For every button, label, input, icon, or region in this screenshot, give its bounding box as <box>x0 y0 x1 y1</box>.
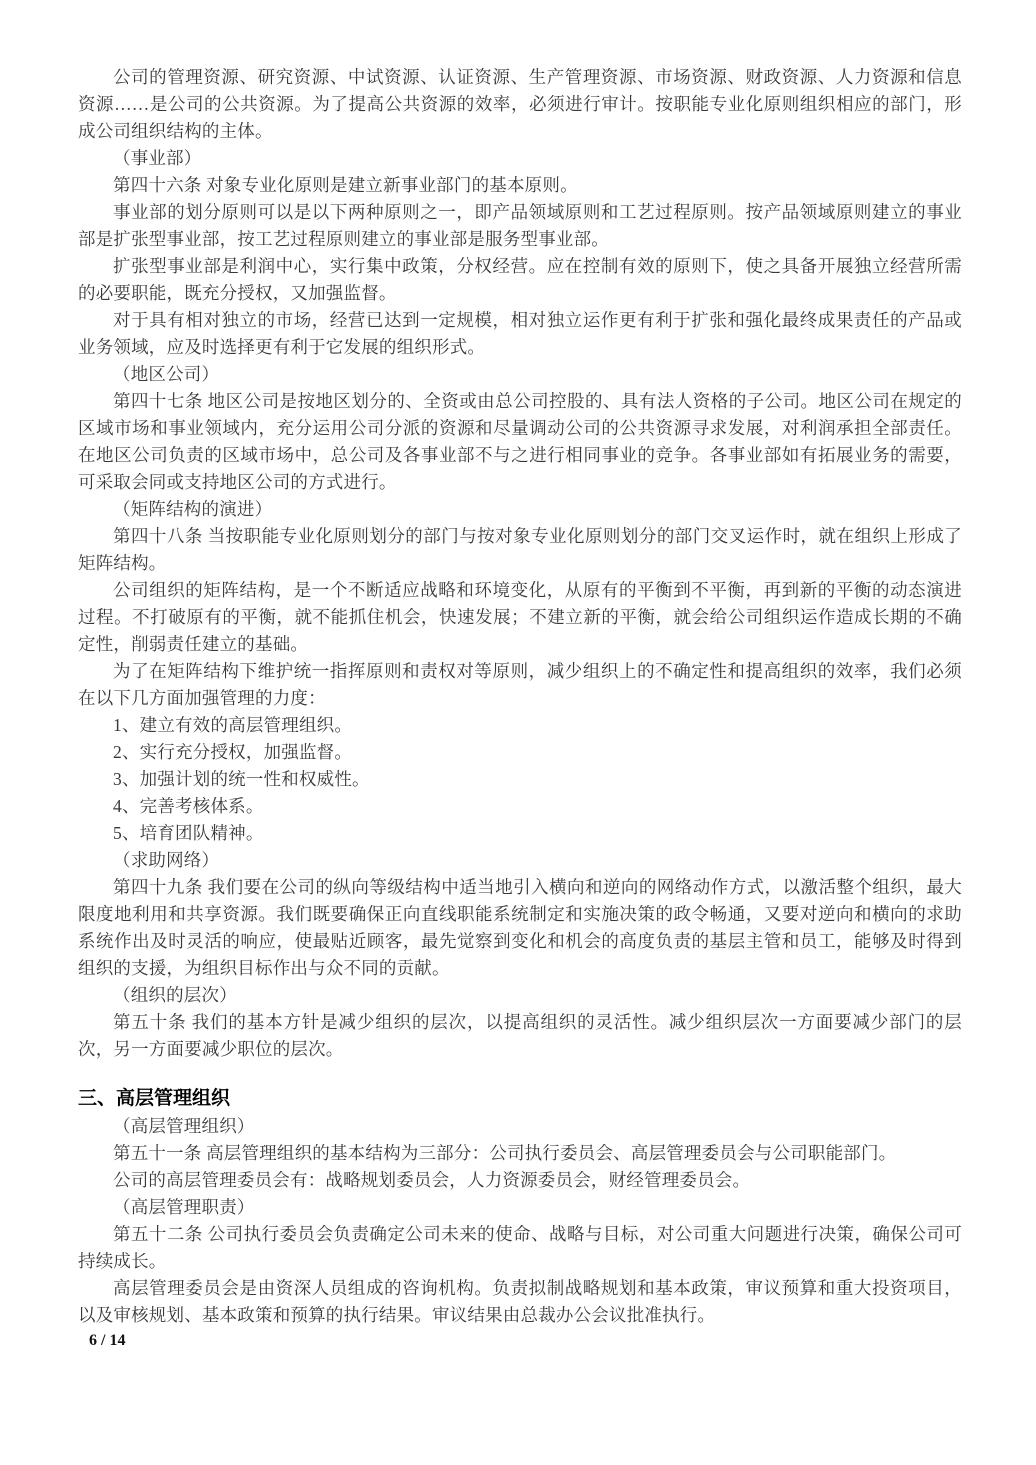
paragraph-committees: 公司的高层管理委员会有：战略规划委员会，人力资源委员会，财经管理委员会。 <box>113 1170 751 1190</box>
paragraph-expansion-division: 扩张型事业部是利润中心，实行集中政策，分权经营。应在控制有效的原则下，使之具备开展独立经营所需的必要职能，既充分授权，又加强监督。 <box>78 256 962 303</box>
label-matrix-structure-evolution: （矩阵结构的演进） <box>113 499 273 519</box>
paragraph-article-50: 第五十条 我们的基本方针是减少组织的层次，以提高组织的灵活性。减少组织层次一方面要减少部门的层次，另一方面要减少职位的层次。 <box>78 1012 962 1059</box>
label-regional-company: （地区公司） <box>113 364 220 384</box>
section-heading-top-management: 三、高层管理组织 <box>78 1088 231 1109</box>
list-item-1: 1、建立有效的高层管理组织。 <box>113 715 353 735</box>
paragraph-division-principles: 事业部的划分原则可以是以下两种原则之一，即产品领域原则和工艺过程原则。按产品领域原则建立的事业部是扩张型事业部，按工艺过程原则建立的事业部是服务型事业部。 <box>78 202 962 249</box>
list-item-4: 4、完善考核体系。 <box>113 796 264 816</box>
paragraph-strengthen-management: 为了在矩阵结构下维护统一指挥原则和责权对等原则，减少组织上的不确定性和提高组织的效率，我们必须在以下几方面加强管理的力度： <box>78 661 962 708</box>
paragraph-article-51: 第五十一条 高层管理组织的基本结构为三部分：公司执行委员会、高层管理委员会与公司职能部门。 <box>113 1143 897 1163</box>
label-top-management-duties: （高层管理职责） <box>113 1197 255 1217</box>
label-help-network: （求助网络） <box>113 850 220 870</box>
list-item-3: 3、加强计划的统一性和权威性。 <box>113 769 370 789</box>
paragraph-article-47: 第四十七条 地区公司是按地区划分的、全资或由总公司控股的、具有法人资格的子公司。地区公司在规定的区域市场和事业领域内，充分运用公司分派的资源和尽量调动公司的公共资源寻求发展，对利润承担全部责任。在地区公司负责的区域市场中，总公司及各事业部不与之进行相同事业的竞争。各事业部如有拓展业务的需要，可采取会同或支持地区公司的方式进行。 <box>78 391 962 492</box>
document-content <box>78 64 962 1329</box>
list-item-2: 2、实行充分授权，加强监督。 <box>113 742 353 762</box>
paragraph-article-49: 第四十九条 我们要在公司的纵向等级结构中适当地引入横向和逆向的网络动作方式，以激活整个组织，最大限度地利用和共享资源。我们既要确保正向直线职能系统制定和实施决策的政令畅通，又要对逆向和横向的求助系统作出及时灵活的响应，使最贴近顾客，最先觉察到变化和机会的高度负责的基层主管和员工，能够及时得到组织的支援，为组织目标作出与众不同的贡献。 <box>78 877 962 978</box>
paragraph-public-resources: 公司的管理资源、研究资源、中试资源、认证资源、生产管理资源、市场资源、财政资源、人力资源和信息资源……是公司的公共资源。为了提高公共资源的效率，必须进行审计。按职能专业化原则组织相应的部门，形成公司组织结构的主体。 <box>78 67 962 141</box>
page-number: 6 / 14 <box>89 1332 126 1349</box>
paragraph-matrix-structure: 公司组织的矩阵结构，是一个不断适应战略和环境变化，从原有的平衡到不平衡，再到新的平衡的动态演进过程。不打破原有的平衡，就不能抓住机会，快速发展；不建立新的平衡，就会给公司组织运作造成长期的不确定性，削弱责任建立的基础。 <box>78 580 962 654</box>
label-top-management-organization: （高层管理组织） <box>113 1116 255 1136</box>
paragraph-senior-committee-role: 高层管理委员会是由资深人员组成的咨询机构。负责拟制战略规划和基本政策，审议预算和重大投资项目，以及审核规划、基本政策和预算的执行结果。审议结果由总裁办公会议批准执行。 <box>78 1278 962 1325</box>
paragraph-article-46: 第四十六条 对象专业化原则是建立新事业部门的基本原则。 <box>113 175 578 195</box>
list-item-5: 5、培育团队精神。 <box>113 823 264 843</box>
label-organization-levels: （组织的层次） <box>113 985 237 1005</box>
paragraph-article-52: 第五十二条 公司执行委员会负责确定公司未来的使命、战略与目标，对公司重大问题进行决策，确保公司可持续成长。 <box>78 1224 962 1271</box>
paragraph-independent-market: 对于具有相对独立的市场，经营已达到一定规模，相对独立运作更有利于扩张和强化最终成果责任的产品或业务领域，应及时选择更有利于它发展的组织形式。 <box>78 310 962 357</box>
label-business-division: （事业部） <box>113 148 202 168</box>
paragraph-article-48: 第四十八条 当按职能专业化原则划分的部门与按对象专业化原则划分的部门交叉运作时，就在组织上形成了矩阵结构。 <box>78 526 962 573</box>
